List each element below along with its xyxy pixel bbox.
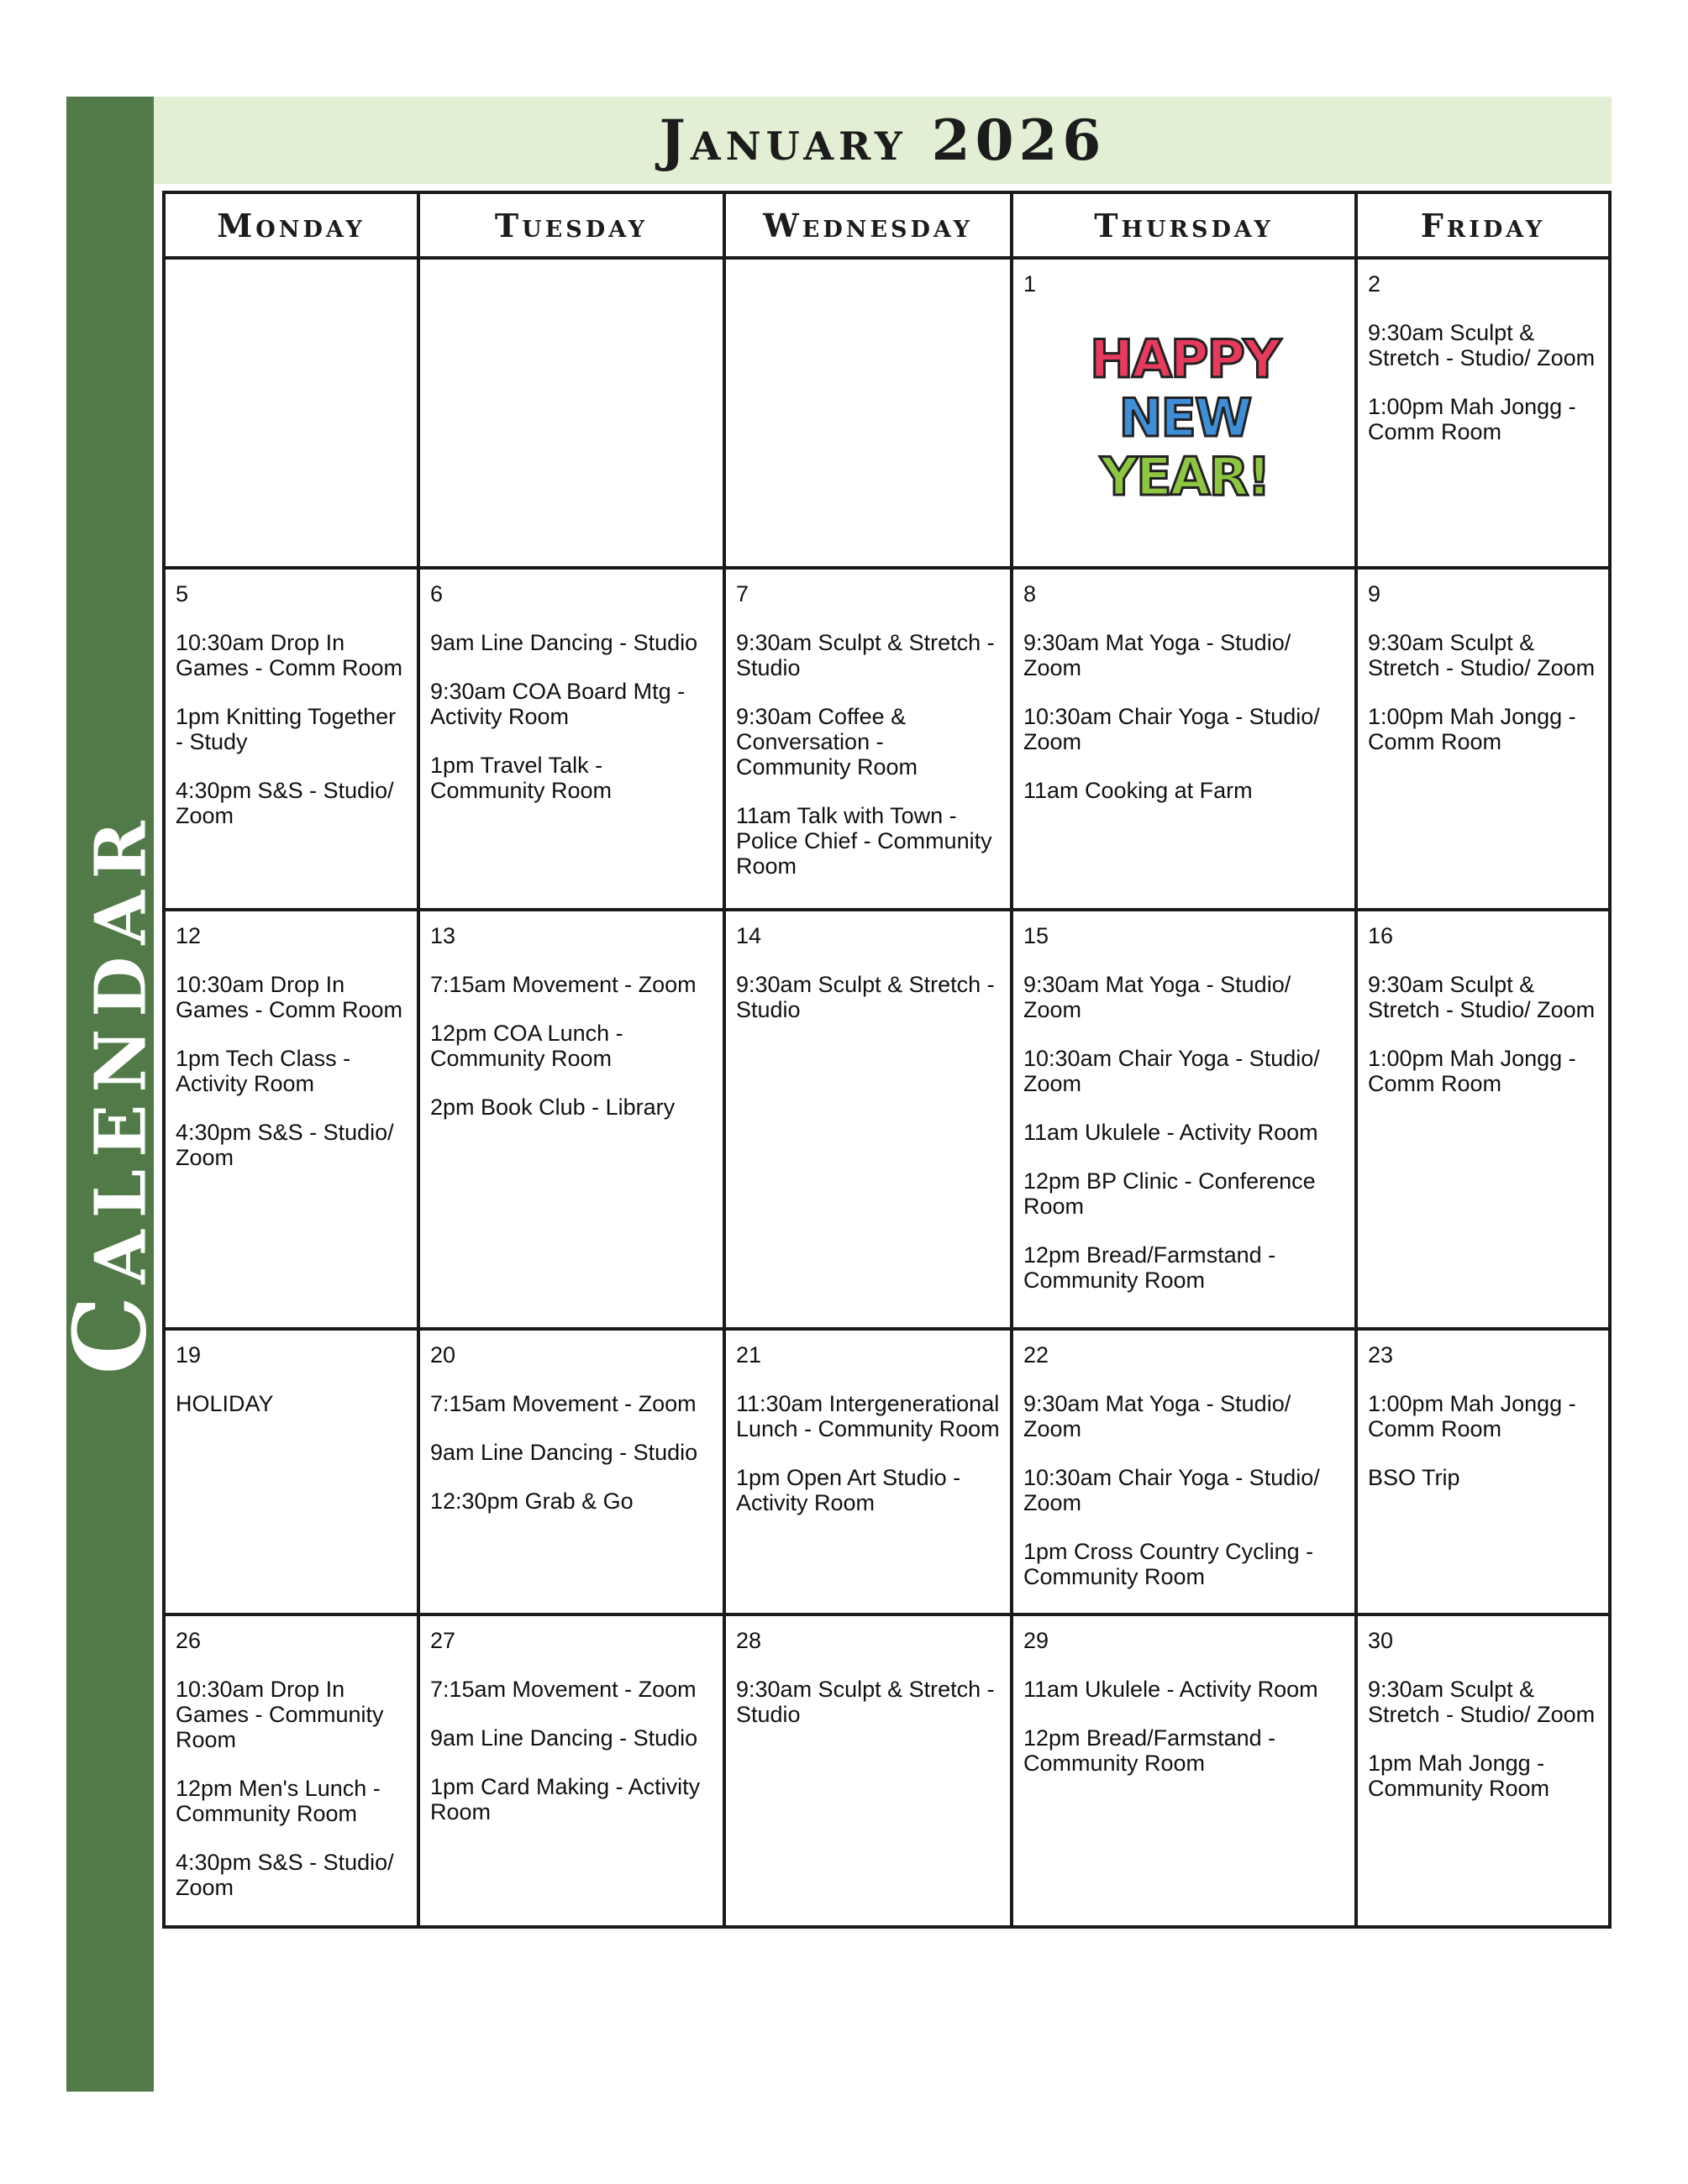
event-item: 12pm BP Clinic - Conference Room <box>1023 1168 1316 1219</box>
day-cell <box>1012 258 1356 568</box>
event-item: 1pm Cross Country Cycling - Community Room <box>1023 1538 1314 1589</box>
event-item: 1:00pm Mah Jongg - Comm Room <box>1368 394 1576 444</box>
day-cell <box>724 910 1012 1329</box>
day-number: 14 <box>736 922 762 948</box>
day-number: 19 <box>176 1341 202 1368</box>
event-item: 12pm Bread/Farmstand - Community Room <box>1023 1242 1276 1293</box>
day-number: 22 <box>1023 1341 1049 1368</box>
day-number: 12 <box>176 922 202 948</box>
event-item: 9:30am COA Board Mtg - Activity Room <box>430 678 686 729</box>
event-item: 1:00pm Mah Jongg - Comm Room <box>1368 703 1576 754</box>
day-cell <box>1356 910 1610 1329</box>
event-item: 1:00pm Mah Jongg - Comm Room <box>1368 1390 1576 1441</box>
day-cell <box>418 258 724 568</box>
day-cell <box>1012 910 1356 1329</box>
event-item: 4:30pm S&S - Studio/ Zoom <box>176 1119 394 1170</box>
hny-word: NEW <box>1118 387 1251 449</box>
event-item: 9:30am Mat Yoga - Studio/ Zoom <box>1023 629 1291 680</box>
header-wednesday: Wednesday <box>724 192 1012 258</box>
day-cell <box>418 1329 724 1615</box>
event-item: 1pm Tech Class - Activity Room <box>176 1045 351 1096</box>
day-cell <box>164 568 418 910</box>
event-item: HOLIDAY <box>176 1390 274 1416</box>
day-cell <box>1012 1614 1356 1927</box>
day-cell <box>164 910 418 1329</box>
event-item: 10:30am Drop In Games - Community Room <box>176 1677 384 1753</box>
event-item: 2pm Book Club - Library <box>430 1094 676 1120</box>
event-item: 1pm Travel Talk - Community Room <box>430 752 613 803</box>
day-number: 27 <box>430 1628 456 1654</box>
day-number: 7 <box>736 580 749 606</box>
event-item: 7:15am Movement - Zoom <box>430 1677 697 1703</box>
event-item: 7:15am Movement - Zoom <box>430 1390 697 1416</box>
event-item: 10:30am Drop In Games - Comm Room <box>176 971 403 1022</box>
day-cell <box>418 568 724 910</box>
event-item: 7:15am Movement - Zoom <box>430 971 697 997</box>
event-item: BSO Trip <box>1368 1464 1460 1490</box>
happy-new-year-graphic <box>1023 330 1346 507</box>
day-cell <box>1356 258 1610 568</box>
week-row <box>164 258 1610 568</box>
day-number: 6 <box>430 580 444 606</box>
day-number: 2 <box>1368 271 1381 297</box>
event-item: 9:30am Sculpt & Stretch - Studio/ Zoom <box>1368 320 1596 370</box>
event-item: 10:30am Chair Yoga - Studio/ Zoom <box>1023 1464 1320 1515</box>
day-cell <box>724 1614 1012 1927</box>
day-number: 21 <box>736 1341 762 1368</box>
weekday-header-row <box>164 192 1610 258</box>
month-title: January 2026 <box>659 108 1107 173</box>
event-item: 9:30am Sculpt & Stretch - Studio/ Zoom <box>1368 1677 1596 1728</box>
event-item: 4:30pm S&S - Studio/ Zoom <box>176 1850 394 1901</box>
day-number: 1 <box>1023 271 1037 297</box>
day-number: 29 <box>1023 1628 1049 1654</box>
side-title: Calendar <box>51 809 169 1375</box>
event-item: 10:30am Chair Yoga - Studio/ Zoom <box>1023 703 1320 754</box>
day-number: 8 <box>1023 580 1037 606</box>
event-item: 9am Line Dancing - Studio <box>430 629 698 655</box>
event-item: 9:30am Sculpt & Stretch - Studio <box>736 971 995 1022</box>
day-number: 9 <box>1368 580 1381 606</box>
day-cell <box>1356 568 1610 910</box>
day-number: 30 <box>1368 1628 1394 1654</box>
event-item: 10:30am Drop In Games - Comm Room <box>176 629 403 680</box>
day-number: 13 <box>430 922 456 948</box>
header-friday: Friday <box>1356 192 1610 258</box>
week-row <box>164 1329 1610 1615</box>
calendar-grid <box>162 191 1612 1929</box>
event-item: 9am Line Dancing - Studio <box>430 1439 698 1465</box>
event-item: 1pm Mah Jongg - Community Room <box>1368 1751 1550 1802</box>
event-item: 1pm Open Art Studio - Activity Room <box>736 1464 961 1515</box>
day-cell <box>1012 1329 1356 1615</box>
week-row <box>164 910 1610 1329</box>
day-number: 16 <box>1368 922 1394 948</box>
hny-word: YEAR! <box>1100 446 1270 507</box>
event-item: 1pm Card Making - Activity Room <box>430 1774 701 1825</box>
event-item: 10:30am Chair Yoga - Studio/ Zoom <box>1023 1045 1320 1096</box>
day-cell <box>164 258 418 568</box>
event-item: 12pm Bread/Farmstand - Community Room <box>1023 1725 1276 1777</box>
header-monday: Monday <box>164 192 418 258</box>
event-item: 9:30am Mat Yoga - Studio/ Zoom <box>1023 1390 1291 1441</box>
event-item: 9:30am Sculpt & Stretch - Studio/ Zoom <box>1368 629 1596 680</box>
day-number: 5 <box>176 580 189 606</box>
day-number: 20 <box>430 1341 456 1368</box>
day-number: 23 <box>1368 1341 1394 1368</box>
event-item: 12pm Men's Lunch - Community Room <box>176 1776 381 1827</box>
event-item: 1pm Knitting Together - Study <box>176 703 397 754</box>
week-row <box>164 568 1610 910</box>
event-item: 9:30am Mat Yoga - Studio/ Zoom <box>1023 971 1291 1022</box>
day-cell <box>418 1614 724 1927</box>
day-cell <box>1356 1614 1610 1927</box>
event-item: 12:30pm Grab & Go <box>430 1488 634 1514</box>
event-item: 11:30am Intergenerational Lunch - Community Room <box>736 1390 1000 1441</box>
event-item: 4:30pm S&S - Studio/ Zoom <box>176 777 394 828</box>
event-item: 9:30am Coffee & Conversation - Community Room <box>736 703 918 780</box>
hny-word: HAPPY <box>1090 328 1280 390</box>
day-number: 15 <box>1023 922 1049 948</box>
event-item: 1:00pm Mah Jongg - Comm Room <box>1368 1045 1576 1096</box>
day-cell <box>724 568 1012 910</box>
event-item: 12pm COA Lunch - Community Room <box>430 1020 623 1071</box>
header-thursday: Thursday <box>1012 192 1356 258</box>
event-item: 11am Cooking at Farm <box>1023 777 1253 803</box>
day-cell <box>164 1329 418 1615</box>
header-tuesday: Tuesday <box>418 192 724 258</box>
event-item: 11am Talk with Town - Police Chief - Community Room <box>736 802 992 879</box>
day-cell <box>164 1614 418 1927</box>
event-item: 11am Ukulele - Activity Room <box>1023 1119 1318 1145</box>
day-cell <box>1012 568 1356 910</box>
event-item: 11am Ukulele - Activity Room <box>1023 1677 1318 1703</box>
event-item: 9:30am Sculpt & Stretch - Studio/ Zoom <box>1368 971 1596 1022</box>
day-cell <box>724 1329 1012 1615</box>
day-cell <box>418 910 724 1329</box>
week-row <box>164 1614 1610 1927</box>
event-item: 9:30am Sculpt & Stretch - Studio <box>736 1677 995 1728</box>
event-item: 9am Line Dancing - Studio <box>430 1725 698 1751</box>
day-number: 26 <box>176 1628 202 1654</box>
day-cell <box>1356 1329 1610 1615</box>
day-number: 28 <box>736 1628 762 1654</box>
day-cell <box>724 258 1012 568</box>
event-item: 9:30am Sculpt & Stretch - Studio <box>736 629 995 680</box>
